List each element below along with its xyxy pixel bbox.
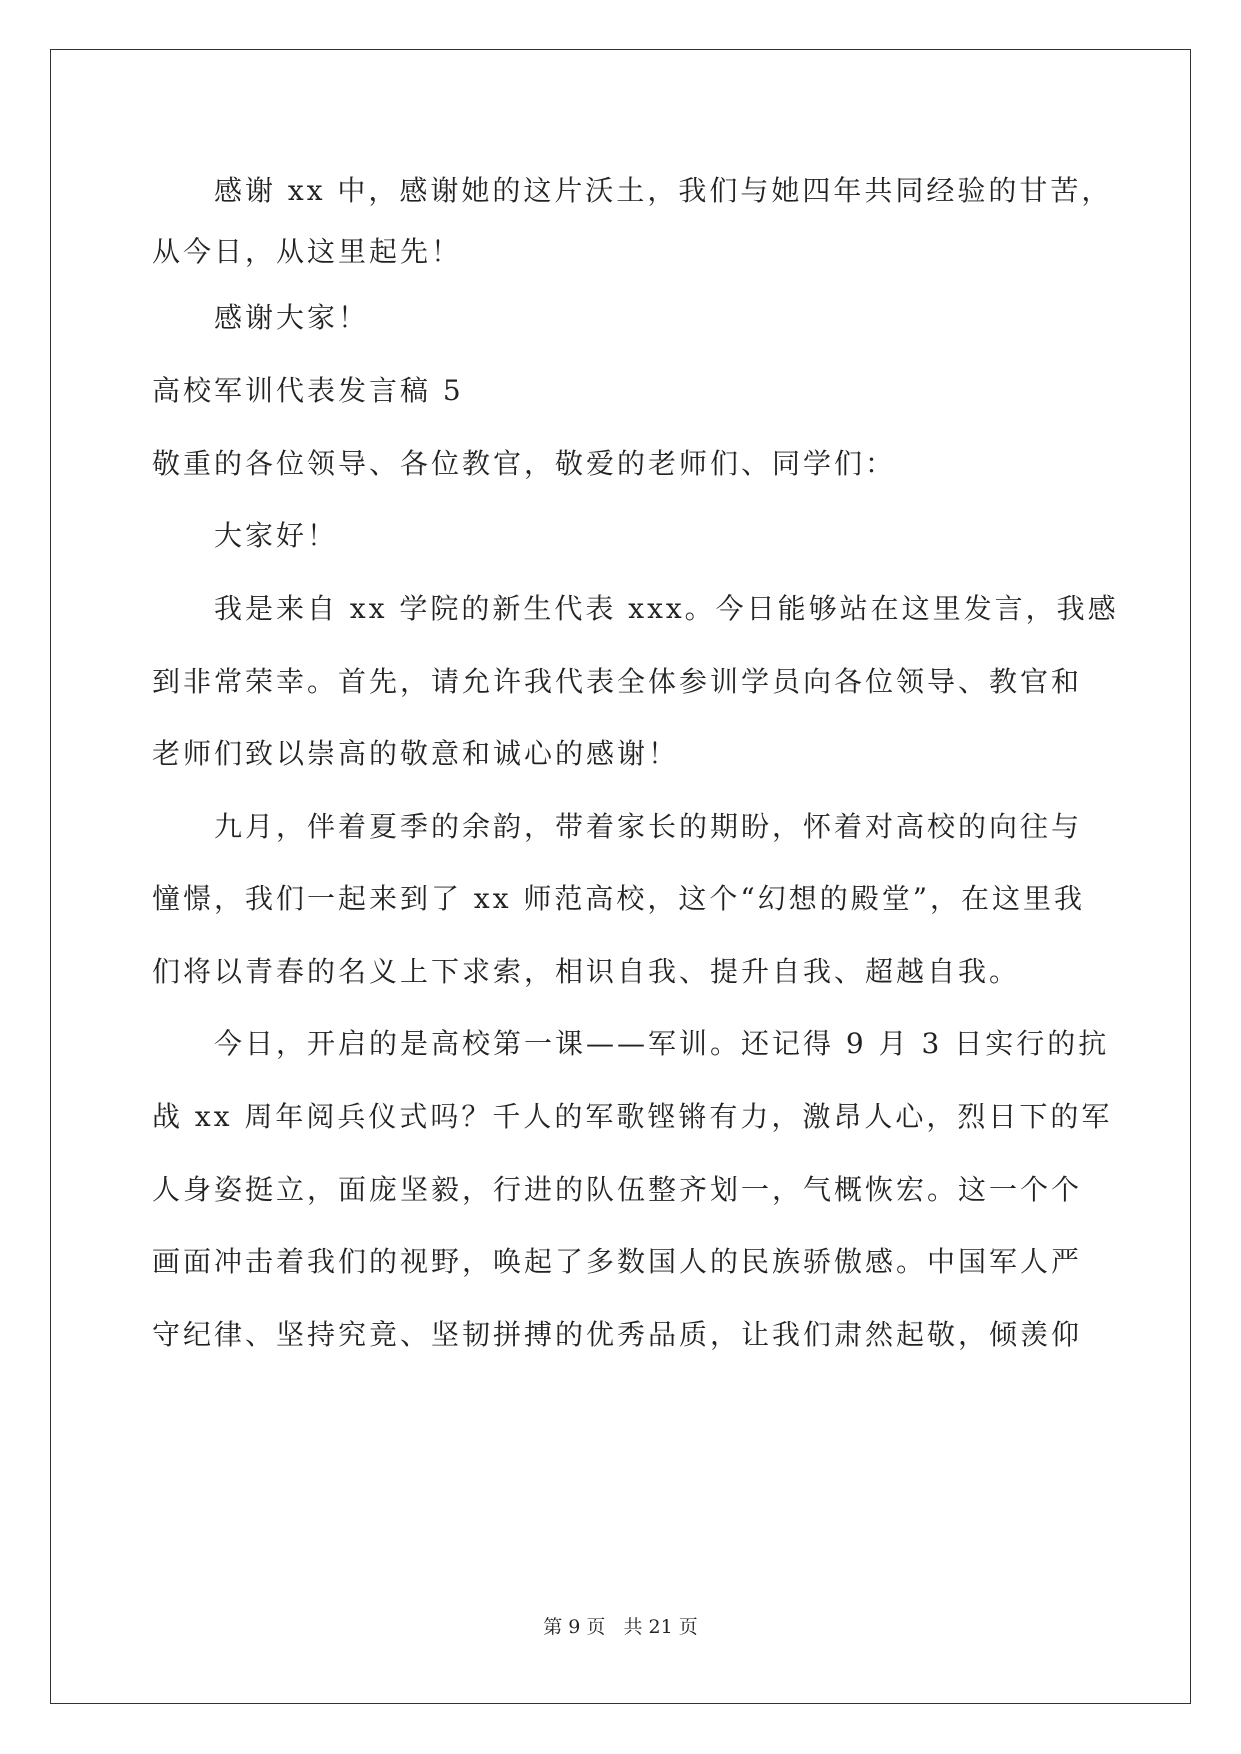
page-number: 第 9 页 — [543, 1616, 606, 1638]
paragraph-line: 战 xx 周年阅兵仪式吗？千人的军歌铿锵有力，激昂人心，烈日下的军 — [152, 1100, 1113, 1133]
paragraph-line: 老师们致以崇高的敬意和诚心的感谢！ — [152, 737, 680, 770]
paragraph-line: 九月，伴着夏季的余韵，带着家长的期盼，怀着对高校的向往与 — [214, 810, 1083, 843]
paragraph-line: 人身姿挺立，面庞坚毅，行进的队伍整齐划一，气概恢宏。这一个个 — [152, 1173, 1083, 1206]
salutation: 敬重的各位领导、各位教官，敬爱的老师们、同学们： — [152, 447, 897, 480]
paragraph-line: 们将以青春的名义上下求索，相识自我、提升自我、超越自我。 — [152, 955, 1021, 988]
page-border — [50, 49, 1191, 1704]
section-heading: 高校军训代表发言稿 5 — [152, 374, 464, 407]
greeting: 大家好！ — [214, 519, 339, 552]
paragraph-line: 感谢大家！ — [214, 301, 370, 334]
paragraph-line: 守纪律、坚持究竟、坚韧拼搏的优秀品质，让我们肃然起敬，倾羡仰 — [152, 1318, 1083, 1351]
paragraph-line: 从今日，从这里起先！ — [152, 235, 463, 268]
paragraph-line: 画面冲击着我们的视野，唤起了多数国人的民族骄傲感。中国军人严 — [152, 1245, 1083, 1278]
page-total: 共 21 页 — [623, 1616, 698, 1638]
paragraph-line: 憧憬，我们一起来到了 xx 师范高校，这个“幻想的殿堂”，在这里我 — [152, 882, 1086, 915]
paragraph-line: 今日，开启的是高校第一课——军训。还记得 9 月 3 日实行的抗 — [214, 1027, 1110, 1060]
page-footer — [0, 1615, 1241, 1639]
paragraph-line: 感谢 xx 中，感谢她的这片沃土，我们与她四年共同经验的甘苦， — [214, 174, 1113, 207]
paragraph-line: 我是来自 xx 学院的新生代表 xxx。今日能够站在这里发言，我感 — [214, 592, 1119, 625]
paragraph-line: 到非常荣幸。首先，请允许我代表全体参训学员向各位领导、教官和 — [152, 665, 1083, 698]
